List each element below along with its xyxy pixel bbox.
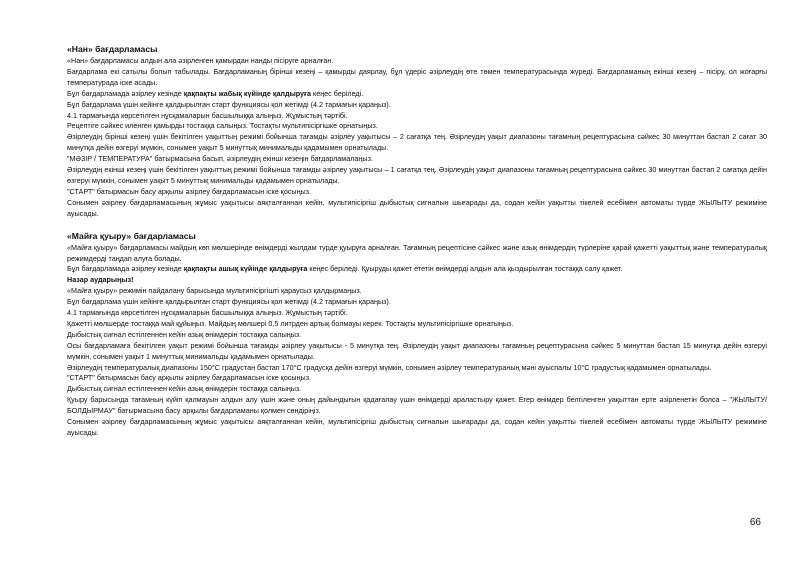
bold-phrase: қақпақты ашық күйінде қалдыруға bbox=[183, 264, 308, 274]
page-number: 66 bbox=[749, 517, 761, 528]
paragraph: Сонымен әзірлеу бағдарламасының жұмыс уақытысы аяқталғаннан кейін, мультипісіргіш дыбыстық сигналын шығарады да, содан кейін уақытты тікелей есебімен автоматы түрде ЖЫЛЫТУ режиміне ауысады. bbox=[67, 417, 767, 437]
paragraph: Әзірлеудің екінші кезеңі үшін бекітілген уақыттың режимі бойынша тағамды әзірлеу уақытысы – 1 сағатқа тең. Әзірлеудің уақыт диапазоны тағамның рецептурасына сәйкес 30 минуттан бастап 2 сағатқа дейін өзгеруі мүмкін, сонымен уақыт 5 минуттық минимальды қадамымен орнатылады. bbox=[67, 165, 767, 185]
paragraph: Қажетті мөлшерде тостаққа май құйыңыз. Майдың мөлшері 0,5 литрден артық болмауы керек. Тостақты мультипісіргішке орнатыңыз. bbox=[67, 318, 514, 328]
paragraph: Бағдарлама екі сатылы болып табылады. Бағдарламаның бірінші кезеңі – қамырды даярлау, бұл үдеріс әзірлеудің өте төмен температурасында жүреді. Бағдарламаның екінші кезеңі – пісіру, ол жоғарғы температурада іске асады. bbox=[67, 66, 767, 87]
section-title-deep-fry: «Майға қуыру» бағдарламасы bbox=[67, 230, 196, 241]
paragraph: "МӘЗІР / ТЕМПЕРАТУРА" батырмасына басып, әзірлеудің екінші кезеңін бағдарламалаңыз. bbox=[67, 154, 373, 164]
paragraph: Әзірлеудің температуралық диапазоны 150°С градустан бастап 170°С градусқа дейін өзгеруі мүмкін, сонымен әзірлеу температураның мәні ауыспалы 10°С градустық қадамымен орнатылады. bbox=[67, 362, 712, 372]
document-page bbox=[67, 44, 767, 439]
paragraph: Қуыру барысында тағамның күйіп қалмауын алдын алу үшін және оның дайындығын қадағалау үшін өнімдерді араластыру қажет. Егер өнімдер белгіленген уақыттан ерте әзірленетін болса – "ЖЫЛЫТУ/БОЛДЫРМАУ" батырмасына басу арқылы бағдарламаны қолмен сөндіріңіз. bbox=[67, 395, 767, 416]
paragraph: Осы бағдарламаға бекітілген уақыт режимі бойынша тағамды әзірлеу уақытысы - 5 минутқа тең. Әзірлеудің уақыт диапазоны тағамның рецептурасына сәйкес 5 минуттан бастап 15 минутқа дейін өзгеруі мүмкін, сонымен уақыт 1 минуттық минимальды қадамымен орнатылады. bbox=[67, 340, 767, 361]
paragraph: 4.1 тармағында көрсетілген нұсқамаларын басшылыққа алыңыз. Жұмыстың тәртібі. bbox=[67, 308, 348, 318]
paragraph: Бұл бағдарлама үшін кейінге қалдырылған старт функциясы қол жетімді (4.2 тармағын қараңыз). bbox=[67, 99, 391, 109]
paragraph-lid-open: Бұл бағдарламада әзірлеу кезінде қақпақты ашық күйінде қалдыруға кеңес беріледі. Қуыруды қажет ететін өнімдерді алдын ала қыздырылған тостаққа салу қажет. bbox=[67, 264, 623, 274]
attention-note: Назар аударыңыз! bbox=[67, 275, 134, 285]
paragraph: Әзірлеудің бірінші кезеңі үшін бекітілген уақыттың режимі бойынша тағамды әзірлеу уақытысы – 2 сағатқа тең. Әзірлеудің уақыт диапазоны тағамның рецептурасына сәйкес 30 минуттан бастап 2 сағат 30 минутқа дейін өзгеруі мүмкін, сонымен уақыт 5 минуттық минимальды қадамымен орнатылады. bbox=[67, 132, 767, 153]
paragraph-lid-closed: Бұл бағдарламада әзірлеу кезінде қақпақты жабық күйінде қалдыруға кеңес беріледі. bbox=[67, 88, 364, 98]
paragraph: Бұл бағдарлама үшін кейінге қалдырылған старт функциясы қол жетімді (4.2 тармағын қараңыз). bbox=[67, 297, 391, 307]
paragraph: 4.1 тармағында көрсетілген нұсқамаларын басшылыққа алыңыз. Жұмыстың тәртібі. bbox=[67, 110, 348, 120]
paragraph: «Майға қуыру» бағдарламасы майдың көп мөлшерінде өнімдерді жылдам түрде қуыруға арналған. Тағамның рецептісіне сәйкес және азық өнімдердің түрлеріне қарай қажетті уақыттық және температуралық режимдерді таңдап алуға болады. bbox=[67, 242, 767, 263]
paragraph: «Нан» бағдарламасы алдын ала әзірленген қамырдан нанды пісіруге арналған. bbox=[67, 56, 334, 65]
paragraph: "СТАРТ" батырмасын басу арқылы әзірлеу бағдарламасын іске қосыңыз. bbox=[67, 186, 312, 196]
paragraph: «Майға қуыру» режимін пайдалану барысында мультипісіргішті қараусыз қалдырмаңыз. bbox=[67, 286, 362, 296]
paragraph: Дыбыстық сигнал естілгеннен кейін азық өнімдерін тостаққа салыңыз. bbox=[67, 329, 302, 339]
paragraph: Рецептіге сәйкес иленген қамырды тостаққа салыңыз. Тостақты мультипісіргішке орнатыңыз. bbox=[67, 121, 378, 131]
paragraph: "СТАРТ" батырмасын басу арқылы әзірлеу бағдарламасын іске қосыңыз. bbox=[67, 373, 312, 383]
paragraph: Сонымен әзірлеу бағдарламасының жұмыс уақытысы аяқталғаннан кейін, мультипісіргіш дыбыстық сигналын шығарады да, содан кейін уақытты тікелей есебімен автоматы түрде ЖЫЛЫТУ режиміне ауысады. bbox=[67, 197, 767, 218]
bold-phrase: қақпақты жабық күйінде қалдыруға bbox=[183, 88, 311, 98]
paragraph: Дыбыстық сигнал естілгеннен кейін азық өнімдерін тостаққа салыңыз. bbox=[67, 384, 302, 394]
section-title-bread: «Нан» бағдарламасы bbox=[67, 44, 158, 54]
